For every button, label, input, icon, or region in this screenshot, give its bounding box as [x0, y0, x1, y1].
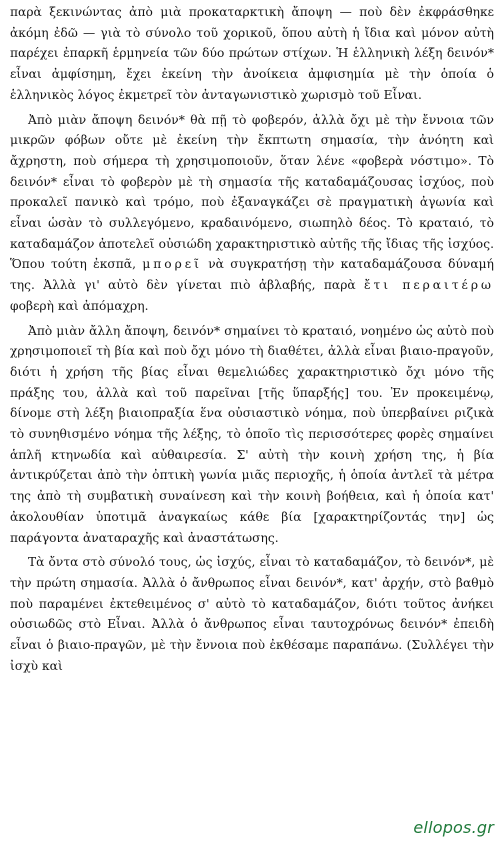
spaced-emphasis-2: ἔτι περαιτέρω: [364, 278, 494, 293]
paragraph-3: Ἀπὸ μιὰν ἄλλη ἄποψη, δεινόν* σημαίνει τὸ κραταιό, νοημένο ὡς αὐτὸ ποὺ χρησιμοποιεῖ τὴ βία καὶ ποὺ ὄχι μόνο τὴ διαθέτει, ἀλλὰ εἶναι βιαιο-πραγοῦν, διότι ἡ χρήση τῆς βίας εἶναι θεμελιώδες χαρακτηριστικὸ ὄχι μόνο τῆς πράξης του, ἀλλὰ καὶ τοῦ παρεῖναι [τῆς ὕπαρξής] του. Ἐν προκειμένῳ, δίνομε στὴ λέξη βιαιοπραξία ἕνα οὐσιαστικὸ νόημα, ποὺ ὑπερβαίνει ριζικὰ τὸ συνηθισμένο νόημα τῆς λέξης, τὸ ὁποῖο τὶς περισσότερες φορὲς σημαίνει ἁπλῆ κτηνωδία καὶ αὐθαιρεσία. Σ' αὐτὴ τὴν κοινὴ χρήση της, ἡ βία ἀντικρύζεται ἀπὸ τὴν ὀπτικὴ γωνία μιᾶς περιοχῆς, ἡ ὁποία ἀντλεῖ τὰ μέτρα της ἀπὸ τὴ συμβατικὴ συναίνεση καὶ τὴν κοινὴ βοήθεια, καὶ ἡ ὁποία κατ' ἀκολουθίαν ὑποτιμᾶ ἀναγκαίως κάθε βία [χαρακτηρίζοντάς την] ὡς παράγοντα ἀναταραχῆς καὶ ἀναστάτωσης.: [10, 323, 494, 545]
paragraph-4: Τὰ ὄντα στὸ σύνολό τους, ὡς ἰσχύς, εἶναι τὸ καταδαμάζον, τὸ δεινόν*, μὲ τὴν πρώτη σημασία. Ἀλλὰ ὁ ἄνθρωπος εἶναι δεινόν*, κατ' ἀρχήν, στὸ βαθμὸ ποὺ παραμένει ἐκτεθειμένος σ' αὐτὸ τὸ καταδαμάζον, διότι τοῦτος ἀνήκει οὐσιωδῶς στὸ Εἶναι. Ἀλλὰ ὁ ἄνθρωπος εἶναι ταυτοχρόνως δεινόν* ἐπειδὴ εἶναι ὁ βιαιο-πραγῶν, μὲ τὴν ἔννοια ποὺ ἐκθέσαμε παραπάνω. (Συλλέγει τὴν ἰσχὺ καὶ: [10, 555, 494, 673]
spaced-emphasis-1: μπορεῖ: [142, 257, 202, 272]
paragraph-2-text-c: φοβερὴ καὶ ἀπόμαχρη.: [10, 298, 149, 313]
paragraph-1: παρὰ ξεκινώντας ἀπὸ μιὰ προκαταρκτικὴ ἄποψη — ποὺ δὲν ἐκφράσθηκε ἀκόμη ἐδῶ — γιὰ τὸ σύνολο τοῦ χορικοῦ, ὅπου αὐτὴ ἡ ἴδια καὶ μόνον αὐτὴ παρέχει ἐπαρκῆ ἑρμηνεία τῶν δύο πρώτων στίχων. Ἡ ἑλληνικὴ λέξη δεινόν* εἶναι ἀμφίσημη, ἔχει ἐκείνη τὴν ἀνοίκεια ἀμφισημία μὲ τὴν ὁποία ὁ ἑλληνικὸς λόγος ἐκμετρεῖ τὸν ἀνταγωνιστικὸ χωρισμὸ τοῦ Εἶναι.: [10, 5, 494, 102]
paragraph-2-text-a: Ἀπὸ μιὰν ἄποψη δεινόν* θὰ πῇ τὸ φοβερόν, ἀλλὰ ὄχι μὲ τὴν ἔννοια τῶν μικρῶν φόβων οὔτε μὲ ἐκείνη τὴν ἔκπτωτη σημασία, τὴν ἀνόητη καὶ ἄχρηστη, ποὺ σήμερα τὴ χρησιμοποιοῦν, ὅταν λένε «φοβερὰ νόστιμο». Τὸ δεινόν* εἶναι τὸ φοβερὸν μὲ τὴ σημασία τῆς καταδαμάζουσας ἰσχύος, ποὺ προκαλεῖ πανικὸ καὶ τρόμο, ποὺ ἐξαναγκάζει σὲ πραγματικὴ ἀγωνία καὶ εἶναι ὡσὰν τὸ συλλεγόμενο, κραδαινόμενο, σιωπηλὸ δέος. Τὸ κραταιό, τὸ καταδαμάζον ἀποτελεῖ οὐσιώδη χαρακτηριστικὸ αὐτῆς τῆς ἴδιας τῆς ἰσχύος. Ὅπου τούτη ἐκσπᾶ,: [10, 112, 494, 272]
ellopos-logo: ellopos.gr: [413, 818, 494, 837]
paragraph-2: [10, 110, 494, 317]
document-page: [10, 2, 494, 677]
paragraph-2-text-b: νὰ συγκρατήσῃ τὴν καταδαμάζουσα δύναμή της. Ἀλλὰ γι' αὐτὸ δὲν γίνεται πιὸ ἀβλαβής, παρὰ: [10, 257, 494, 293]
